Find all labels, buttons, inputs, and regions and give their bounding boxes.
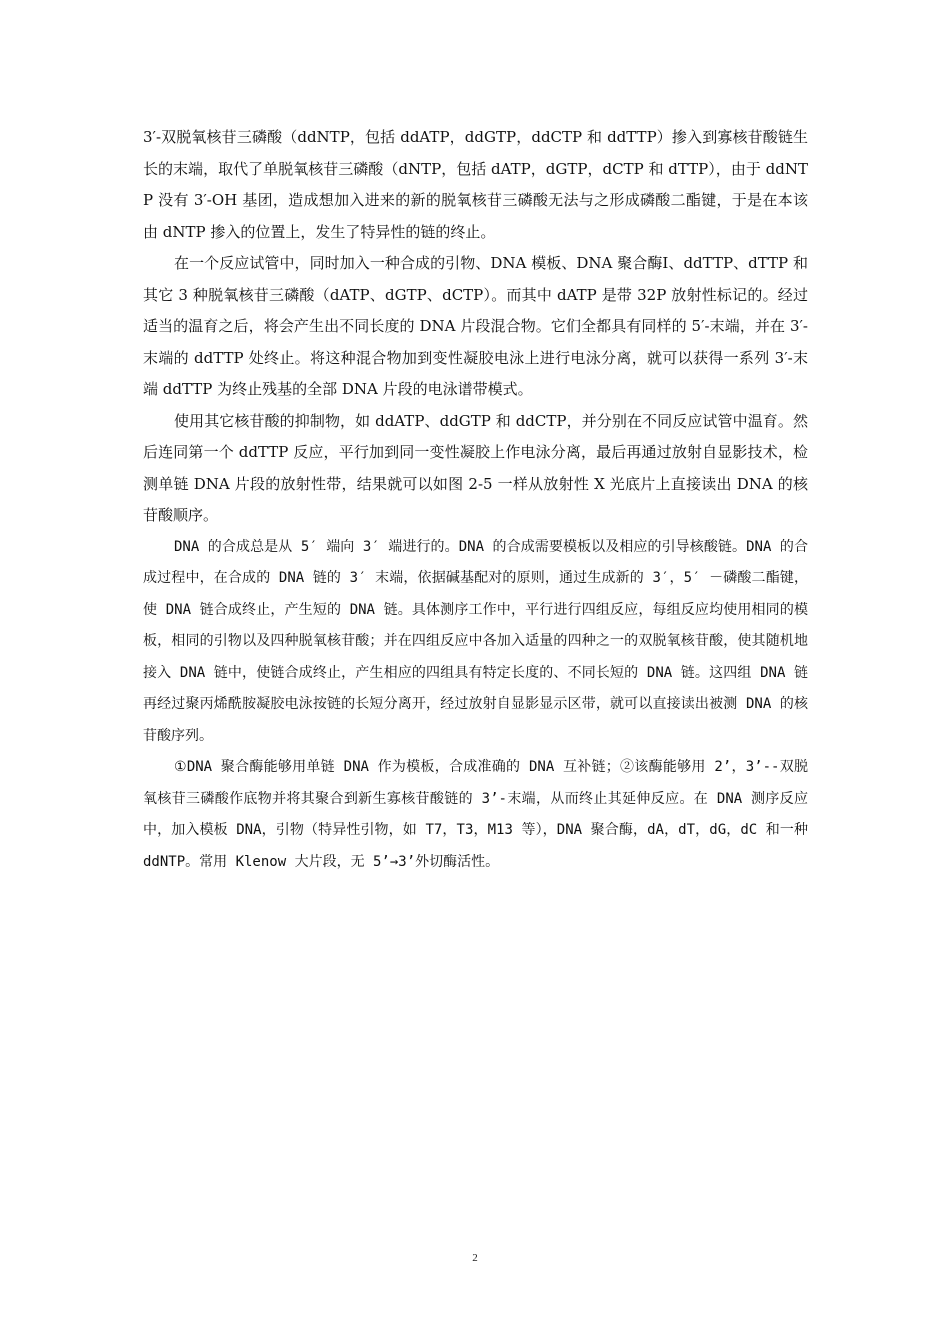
paragraph-ddntp-termination: 3′-双脱氧核苷三磷酸（ddNTP，包括 ddATP，ddGTP，ddCTP 和 ddTTP）掺入到寡核苷酸链生长的末端，取代了单脱氧核苷三磷酸（dNTP，包括 dATP，dGTP，dCTP 和 dTTP），由于 ddNTP 没有 3′-OH 基团，造成想加入进来的新的脱氧核苷三磷酸无法与之形成磷酸二酯键，于是在本该由 dNTP 掺入的位置上，发生了特异性的链的终止。 bbox=[143, 128, 808, 241]
paragraph-polymerase-properties: ①DNA 聚合酶能够用单链 DNA 作为模板，合成准确的 DNA 互补链；②该酶能够用 2’，3’--双脱氧核苷三磷酸作底物并将其聚合到新生寡核苷酸链的 3’-末端，从而终止其延伸反应。在 DNA 测序反应中，加入模板 DNA，引物（特异性引物，如 T7，T3，M13 等），DNA 聚合酶，dA，dT，dG，dC 和一种 ddNTP。常用 Klenow 大片段，无 5’→3’外切酶活性。 bbox=[143, 759, 808, 870]
paragraph-dna-synthesis: DNA 的合成总是从 5′ 端向 3′ 端进行的。DNA 的合成需要模板以及相应的引导核酸链。DNA 的合成过程中，在合成的 DNA 链的 3′ 末端，依据碱基配对的原则，通过生成新的 3′，5′ －磷酸二酯键，使 DNA 链合成终止，产生短的 DNA 链。具体测序工作中，平行进行四组反应，每组反应均使用相同的模板，相同的引物以及四种脱氧核苷酸；并在四组反应中各加入适量的四种之一的双脱氧核苷酸，使其随机地接入 DNA 链中，使链合成终止，产生相应的四组具有特定长度的、不同长短的 DNA 链。这四组 DNA 链再经过聚丙烯酰胺凝胶电泳按链的长短分离开，经过放射自显影显示区带，就可以直接读出被测 DNA 的核苷酸序列。 bbox=[143, 538, 808, 744]
page-number: 2 bbox=[472, 1252, 478, 1264]
document-body bbox=[143, 122, 808, 878]
paragraph-reaction-tube: 在一个反应试管中，同时加入一种合成的引物、DNA 模板、DNA 聚合酶Ⅰ、ddTTP、dTTP 和其它 3 种脱氧核苷三磷酸（dATP、dGTP、dCTP）。而其中 dATP 是带 32P 放射性标记的。经过适当的温育之后，将会产生出不同长度的 DNA 片段混合物。它们全都具有同样的 5′-末端，并在 3′-末端的 ddTTP 处终止。将这种混合物加到变性凝胶电泳上进行电泳分离，就可以获得一系列 3′-末端 ddTTP 为终止残基的全部 DNA 片段的电泳谱带模式。 bbox=[143, 254, 808, 398]
paragraph-other-inhibitors: 使用其它核苷酸的抑制物，如 ddATP、ddGTP 和 ddCTP，并分别在不同反应试管中温育。然后连同第一个 ddTTP 反应，平行加到同一变性凝胶上作电泳分离，最后再通过放射自显影技术，检测单链 DNA 片段的放射性带，结果就可以如图 2-5 一样从放射性 X 光底片上直接读出 DNA 的核苷酸顺序。 bbox=[143, 411, 808, 524]
